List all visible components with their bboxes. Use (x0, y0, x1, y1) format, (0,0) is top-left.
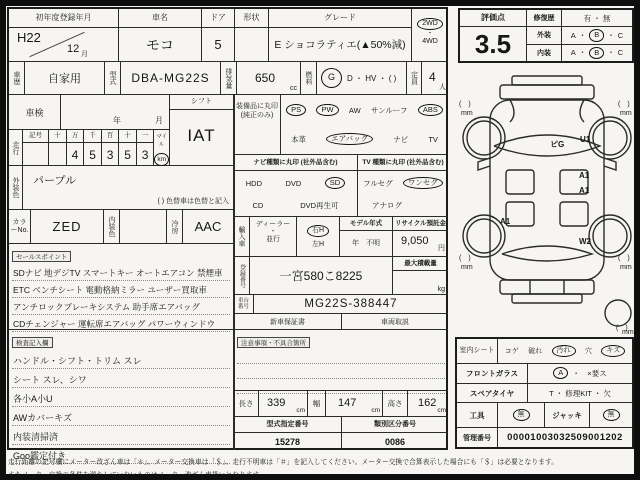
mileage-grid (23, 129, 170, 166)
equipment-aw: AW (348, 105, 361, 115)
import-lh: 左H (311, 241, 325, 248)
inspection-note-line: 各小A小U (12, 388, 230, 407)
drive-dot: ・ (426, 30, 434, 37)
tools-none-selected: 無 (513, 409, 530, 421)
control-number-label: 管理番号 (457, 428, 498, 447)
first-registration-label: 初年度登録年月 (35, 12, 92, 22)
vehicle-manual-label: 車両取説 (381, 318, 409, 326)
inspection-note-line: 内装清掃済 (12, 426, 230, 445)
drive-2wd-selected: 2WD (417, 18, 443, 30)
car-name-label: 車名 (152, 12, 168, 22)
footer-notes (8, 456, 632, 479)
wheel-front-right-inner (593, 121, 627, 155)
rear-bumper (500, 280, 594, 294)
seat-stain-selected: 汚れ (552, 345, 576, 357)
mileage-digit-100: 3 (106, 147, 114, 162)
exterior-color-value: パープル (33, 175, 77, 187)
seat-tear: 破れ (528, 347, 543, 355)
color-no-value: ZED (31, 210, 104, 244)
shape-value (235, 28, 269, 62)
grade-label: グレード (324, 12, 356, 22)
payload-label: 最大積載量 (393, 257, 448, 271)
equipment-pw-selected: PW (316, 104, 338, 116)
equipment-airbag-selected: エアバッグ (326, 133, 373, 145)
import-label: 輸入車 (234, 217, 250, 256)
damage-mark-u1: U1 (580, 135, 591, 144)
spare-tire-options: T ・ 修理KIT ・ 欠 (549, 388, 611, 398)
shaken-year-label: 年 (113, 116, 121, 125)
seat-front-left (506, 170, 534, 194)
history-value: 自家用 (25, 62, 105, 95)
mileage-digit-1k: 5 (89, 147, 96, 162)
evaluation-box (458, 8, 634, 63)
fuel-cell (317, 62, 407, 95)
door-value: 5 (202, 28, 235, 62)
fuel-label: 燃料 (301, 62, 317, 95)
registration-label: 登録番号 (234, 257, 250, 294)
mileage-header-10: 十 (119, 130, 136, 143)
windshield-label: フロントガラス (457, 364, 528, 383)
equipment-sunroof: サンルーフ (370, 105, 408, 115)
registration-value: 一宮580こ8225 (250, 257, 393, 294)
registration-month: 12 (67, 43, 80, 55)
inspection-note-line: AWカバーキズ (12, 407, 230, 426)
hood-line-right (580, 100, 584, 122)
tv-oneseg-selected: ワンセグ (403, 177, 443, 189)
shape-header-cell (235, 9, 269, 28)
grade-value: E ショコラティエ(▲50%減) (269, 28, 412, 62)
control-number-value: 00001003032509001202 (507, 432, 623, 444)
import-rh-selected: 右H (307, 225, 329, 237)
recycle-fee-unit: 円 (438, 245, 445, 252)
nav-sd-selected: SD (325, 177, 345, 189)
grade-header-cell (269, 9, 412, 28)
windshield-options: ・ ×要ス (572, 368, 607, 378)
repair-history-options: 有 ・ 無 (583, 13, 611, 23)
damage-mark-a1-right2: A1 (579, 186, 590, 195)
nav-dvd-playable: DVD再生可 (300, 200, 339, 210)
repair-history-label: 修復歴 (527, 10, 562, 26)
model-code-value: DBA-MG22S (121, 62, 221, 95)
inspection-notes-label: 検査記入欄 (12, 337, 53, 348)
cautions-section (234, 330, 448, 391)
shift-value: IAT (187, 126, 216, 145)
displacement-label: 排気量 (221, 62, 237, 95)
import-dealer: ディーラー (255, 221, 291, 228)
damage-mark-a1-right1: A1 (579, 171, 590, 180)
interior-grade-a: A (570, 48, 576, 58)
mileage-header-1: 一 (137, 130, 154, 143)
mm-bracket-tr: ( ) (618, 101, 630, 108)
length-value: 339 (267, 397, 286, 409)
tools-label: 工具 (457, 403, 498, 427)
mileage-header-symbol: 記号 (23, 130, 48, 143)
equipment-tv: TV (428, 134, 438, 144)
hood-line-left (510, 100, 514, 122)
spare-wheel-mark (605, 300, 631, 326)
mm-bracket-spare: ( ) (616, 325, 628, 332)
cabin-seat-label: 室内シート (457, 339, 498, 363)
nav-cd: CD (252, 200, 264, 210)
displacement-value: 650 (255, 71, 276, 85)
mileage-header-100k: 十 (49, 130, 66, 143)
registration-era: H22 (17, 30, 41, 45)
rear-window (502, 246, 592, 261)
chassis-section (234, 295, 448, 314)
interior-grade-c: C (617, 48, 624, 58)
interior-color-value (120, 210, 167, 244)
equipment-abs-selected: ABS (418, 104, 443, 116)
windshield-a-selected: A (553, 367, 568, 379)
model-code-label: 型式 (105, 62, 121, 95)
damage-mark-glass: ピG (550, 140, 565, 149)
width-unit: cm (371, 407, 380, 414)
equipment-label2: (純正のみ) (240, 112, 274, 120)
wheel-rear-right-inner (593, 219, 627, 253)
rear-bumper-outer (512, 294, 582, 303)
registration-month-suffix: 月 (81, 51, 88, 58)
spare-tire-label: スペアタイヤ (457, 384, 528, 403)
interior-color-label: 内装色 (104, 210, 120, 244)
seat-rear-right (560, 202, 588, 226)
displacement-unit: cc (290, 85, 297, 92)
history-label: 車歴 (9, 62, 25, 95)
damage-mark-a1-left: A1 (500, 217, 511, 226)
shaken-date-cell (61, 95, 170, 129)
mirror-right (604, 158, 616, 170)
recycle-fee-value: 9,050 (401, 235, 429, 247)
wheel-front-left-inner (467, 121, 501, 155)
seat-burn: コゲ (504, 347, 519, 355)
mileage-label: 走行 (9, 129, 23, 166)
seat-hole: 穴 (584, 347, 592, 355)
chassis-label: 車台番号 (234, 295, 254, 313)
inspection-note-line: Goo鑑定付き (12, 445, 230, 464)
mm-unit-tr: mm (620, 110, 632, 117)
jack-none-selected: 無 (603, 409, 620, 421)
sales-point-line: CDチェンジャー 運転席エアバッグ パワーウィンドウ (12, 315, 230, 332)
sales-point-line: SDナビ 地デジTV スマートキー オートエアコン 禁煙車 (12, 264, 230, 281)
designation-number-label: 型式指定番号 (234, 417, 341, 433)
sales-point-line: ETC ベンチシート 電動格納ミラー ユーザー買取車 (12, 281, 230, 298)
type-numbers-section (234, 417, 448, 450)
nav-dvd: DVD (285, 178, 302, 188)
import-section (234, 217, 448, 257)
sales-points-label: セールスポイント (12, 251, 71, 262)
exterior-grade-c: C (617, 30, 624, 40)
payload-unit: kg (437, 286, 445, 293)
cautions-empty-line (237, 350, 445, 364)
grade-dot: ・ (578, 48, 587, 58)
mm-unit-spare: mm (622, 329, 634, 334)
door-label: ドア (210, 12, 226, 22)
footer-note-line1: 走行距離の記号欄にメーター改ざん車は「＊」、メーター交換車は「＄」、走行不明車は「＃」を記入してください。メーター交換で合算表示した場合にも「＄」は必要となります。 (8, 459, 558, 466)
shaken-label: 車検 (9, 95, 61, 129)
door-header-cell (202, 9, 235, 28)
footer-note-line2: またメーター交換の条件を満たしていないものはメーター改ざん車扱いとなります。 (8, 472, 266, 479)
dimensions-section (234, 391, 448, 417)
mileage-header-100: 百 (102, 130, 119, 143)
tv-analog: アナログ (372, 200, 402, 210)
wheel-rear-right (589, 215, 631, 257)
car-top-view (458, 66, 636, 334)
capacity-label: 定員 (407, 62, 422, 95)
length-label: 長さ (234, 391, 259, 416)
height-value: 162 (418, 397, 437, 409)
evaluation-score-label: 評価点 (460, 10, 526, 27)
capacity-unit: 人 (439, 84, 446, 91)
equipment-ps-selected: PS (286, 104, 306, 116)
docs-section (234, 314, 448, 330)
equipment-navi: ナビ (393, 134, 409, 144)
tv-type-label: TV 種類に丸印 (社外品含む) (358, 155, 448, 171)
paper-background (6, 6, 634, 479)
exterior-color-note: ( ) 色替車は色替と記入 (157, 198, 229, 205)
mileage-header-1k: 千 (84, 130, 101, 143)
nav-hdd: HDD (245, 178, 262, 188)
divider (234, 95, 235, 450)
ac-label: 冷房 (167, 210, 183, 244)
exterior-color-label: 外装色 (9, 166, 23, 210)
import-dot: ・ (269, 228, 277, 236)
width-value: 147 (338, 397, 357, 409)
new-car-warranty-label: 新車保証書 (234, 314, 342, 329)
mileage-digit-10: 5 (124, 147, 131, 162)
mileage-header-10k: 万 (67, 130, 84, 143)
condition-table (455, 337, 634, 449)
mile-unit-label: マイル (156, 134, 168, 148)
inspection-note-line: ハンドル・シフト・トリム スレ (12, 350, 230, 369)
wheel-rear-left-inner (467, 219, 501, 253)
damage-mark-w2: W2 (579, 237, 591, 246)
model-year-value: 年 不明 (352, 240, 380, 247)
drive-4wd: 4WD (422, 38, 438, 46)
wheel-rear-left (463, 215, 505, 257)
width-label: 幅 (308, 391, 326, 416)
seat-scratch-selected: キズ (601, 345, 625, 357)
car-damage-diagram (458, 66, 636, 334)
color-no-label: カラーNo. (9, 210, 31, 244)
mm-bracket-tl: ( ) (459, 101, 471, 108)
inspection-note-line: シート スレ、シワ (12, 369, 230, 388)
cautions-label: 注意事項・不具合箇所 (237, 337, 310, 348)
exterior-grade-label: 外装 (527, 27, 562, 43)
interior-grade-b-selected: B (589, 47, 604, 59)
shift-cell (170, 95, 234, 166)
mm-unit-bl: mm (461, 264, 473, 271)
left-table (7, 7, 448, 461)
interior-grade-label: 内装 (527, 45, 562, 61)
jack-label: ジャッキ (545, 403, 590, 427)
front-bumper-outer (512, 76, 582, 85)
classification-number-label: 類別区分番号 (342, 417, 448, 433)
shift-label: シフト (170, 95, 233, 110)
inspection-notes-section (9, 330, 234, 461)
capacity-cell (422, 62, 448, 95)
car-name-header-cell (119, 9, 202, 28)
drive-type-cell (412, 9, 448, 62)
registration-section (234, 257, 448, 295)
exterior-grade-b-selected: B (589, 29, 604, 41)
wheel-front-right (589, 117, 631, 159)
front-bumper (500, 85, 594, 99)
mm-bracket-br: ( ) (618, 255, 630, 262)
wheel-front-left (463, 117, 505, 159)
grade-dot: ・ (607, 48, 615, 58)
recycle-fee-label: リサイクル預託金 (393, 217, 448, 231)
equipment-section (234, 95, 448, 155)
height-unit: cm (437, 407, 446, 414)
first-registration-header-cell (9, 9, 119, 28)
model-year-label: モデル年式 (340, 217, 392, 231)
exterior-grade-a: A (570, 30, 576, 40)
mm-unit-tl: mm (461, 110, 473, 117)
sales-point-line: アンチロックブレーキシステム 助手席エアバッグ (12, 298, 230, 315)
first-registration-value-cell (9, 28, 119, 62)
grade-dot: ・ (578, 30, 587, 40)
mm-bracket-bl: ( ) (459, 255, 471, 262)
mileage-digit-1: 3 (141, 147, 149, 162)
exterior-color-cell (23, 166, 234, 210)
mileage-digit-10k: 4 (71, 147, 79, 162)
car-name-value: モコ (119, 28, 202, 62)
grade-dot: ・ (607, 30, 615, 40)
classification-number-value: 0086 (384, 436, 406, 447)
ac-value: AAC (183, 210, 234, 244)
tv-fullseg: フルセグ (363, 178, 393, 188)
designation-number-value: 15278 (274, 436, 301, 447)
height-label: 高さ (383, 391, 408, 416)
mm-unit-br: mm (620, 264, 632, 271)
equipment-label: 装備品に丸印 (236, 103, 278, 110)
displacement-cell (237, 62, 301, 95)
mileage-digit-symbol (23, 143, 48, 166)
mirror-left (478, 158, 490, 170)
nav-tv-section (234, 155, 448, 217)
equipment-leather: 本革 (291, 134, 307, 144)
fuel-gasoline-selected: G (321, 68, 342, 88)
nav-type-label: ナビ種類に丸印 (社外品含む) (234, 155, 357, 171)
capacity-value: 4 (429, 70, 436, 84)
length-unit: cm (296, 407, 305, 414)
shaken-month-label: 月 (155, 116, 163, 125)
evaluation-score: 3.5 (474, 29, 512, 59)
import-parallel: 並行 (266, 235, 280, 243)
km-unit-selected: km (154, 153, 169, 166)
sales-points-section (9, 244, 234, 330)
cautions-empty-line (237, 364, 445, 379)
mileage-digit-100k (49, 143, 66, 166)
fuel-options: D ・ HV ・ ( ) (347, 73, 397, 83)
shape-label: 形状 (243, 12, 260, 22)
chassis-value: MG22S-388447 (304, 298, 398, 310)
